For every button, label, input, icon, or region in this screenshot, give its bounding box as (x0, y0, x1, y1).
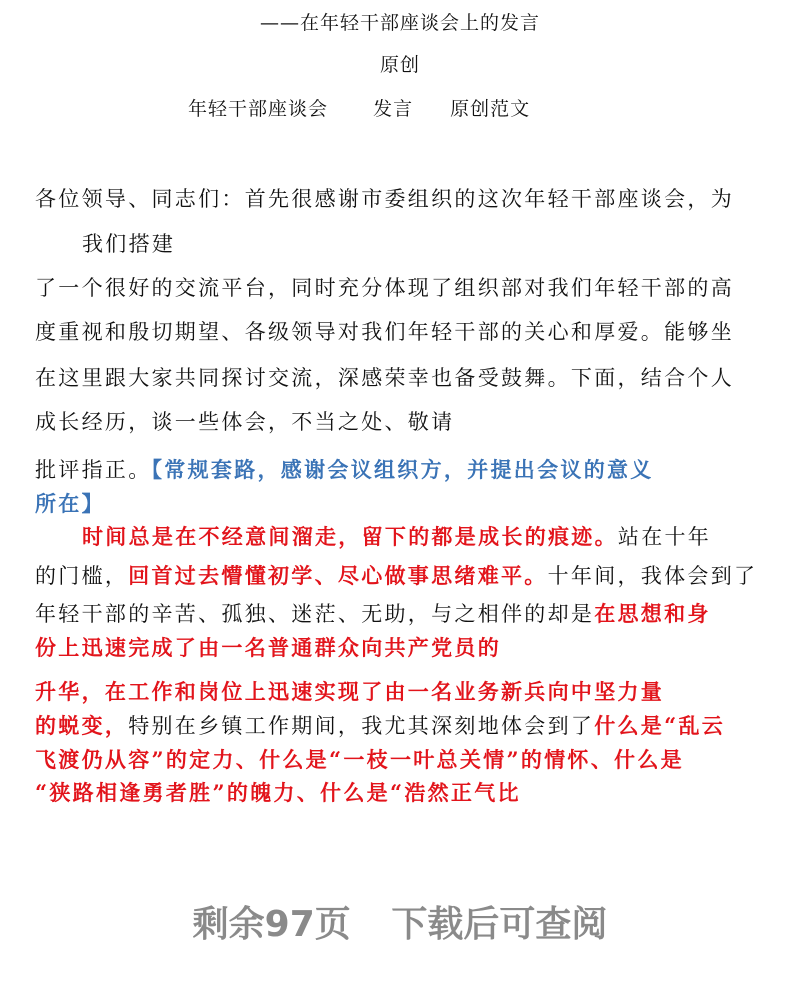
body-text: 年轻干部的辛苦、孤独、迷茫、无助，与之相伴的却是 (35, 602, 595, 626)
emphasis-text: 在思想和身 (594, 601, 711, 626)
body-line (35, 710, 725, 740)
keyword-list (188, 94, 530, 121)
body-line: 各位领导、同志们：首先很感谢市委组织的这次年轻干部座谈会，为 (35, 187, 734, 211)
body-line: 了一个很好的交流平台，同时充分体现了组织部对我们年轻干部的高 (35, 276, 734, 300)
remaining-pages-text: 剩余97页 (192, 904, 351, 945)
emphasis-text: 的蜕变， (35, 713, 129, 738)
original-tag: 原创 (379, 54, 420, 76)
keyword: 原创范文 (450, 98, 531, 120)
body-text: 批评指正。 (35, 458, 152, 482)
body-text: 十年间，我体会到了 (547, 564, 758, 588)
body-line: 在这里跟大家共同探讨交流，深感荣幸也备受鼓舞。下面，结合个人 (35, 366, 734, 390)
emphasis-text: 时间总是在不经意间溜走，留下的都是成长的痕迹。 (82, 524, 618, 549)
body-line: 我们搭建 (82, 232, 176, 256)
emphasis-line: 飞渡仍从容”的定力、什么是“一枝一叶总关情”的情怀、什么是 (35, 747, 684, 772)
keyword: 年轻干部座谈会 (188, 98, 329, 120)
download-hint-text: 下载后可查阅 (391, 904, 608, 945)
emphasis-text: 回首过去懵懂初学、尽心做事思绪难平。 (128, 563, 548, 588)
body-text: 站在十年 (617, 525, 712, 549)
emphasis-line: 份上迅速完成了由一名普通群众向共产党员的 (35, 635, 501, 660)
body-text: 的门槛， (35, 564, 129, 588)
annotation-text: 所在】 (35, 491, 105, 516)
body-line: 成长经历，谈一些体会，不当之处、敬请 (35, 410, 455, 434)
subtitle: ——在年轻干部座谈会上的发言 (259, 12, 540, 34)
body-line (82, 521, 711, 551)
body-text: 特别在乡镇工作期间，我尤其深刻地体会到了 (128, 714, 595, 738)
body-line (35, 560, 757, 590)
keyword: 发言 (373, 98, 414, 120)
annotation-text: 【常规套路，感谢会议组织方，并提出会议的意义 (151, 457, 654, 482)
download-prompt[interactable] (0, 896, 800, 947)
body-line: 度重视和殷切期望、各级领导对我们年轻干部的关心和厚爱。能够坐 (35, 320, 734, 344)
emphasis-line: “狭路相逢勇者胜”的魄力、什么是“浩然正气比 (35, 780, 521, 805)
emphasis-text: 什么是“乱云 (594, 713, 726, 738)
body-line (35, 598, 711, 628)
body-line (35, 454, 654, 484)
emphasis-line: 升华，在工作和岗位上迅速实现了由一名业务新兵向中坚力量 (35, 679, 665, 704)
